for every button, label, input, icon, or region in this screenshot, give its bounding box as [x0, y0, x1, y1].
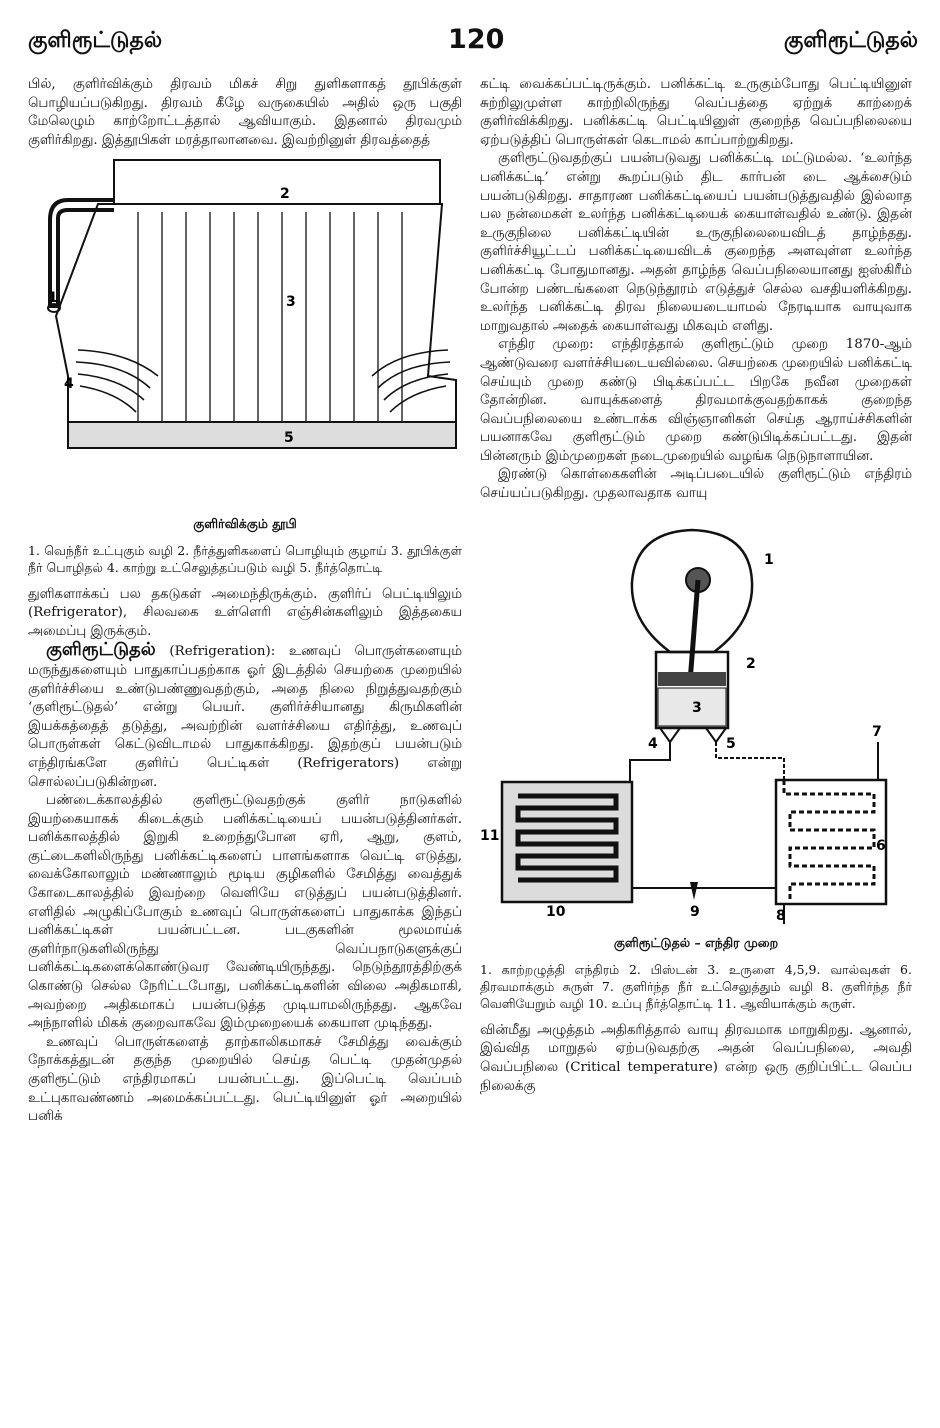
- section-paragraph-2: பண்டைக்காலத்தில் குளிரூட்டுவதற்குக் குளிர் நாடுகளில் இயற்கையாகக் கிடைக்கும் பனிக்கட்டியைப் பயன்படுத்தினர்கள். பனிக்காலத்தில் இறுகி உறைந்துபோன ஏரி, ஆறு, குளம், குட்டைகளிலிருந்து பனிக்கட்டிகளைப் பாளங்களாக வெட்டி எடுத்து, வைக்கோலாலும் மண்ணாலும் மூடிய குழிகளில் சேமித்து வைத்துக் கோடைகாலத்தில் இவற்றை வெளியே எடுத்துப் பயன்படுத்தினர். எளிதில் அழுகிப்போகும் உணவுப் பொருள்களைப் பாதுகாக்க இந்தப் பனிக்கட்டிகள் பயன்பட்டன. படகுகளின் மூலமாய்க் குளிர்நாடுகளிலிருந்து வெப்பநாடுகளுக்குப் பனிக்கட்டிகளைக்கொண்டுவர வேண்டியிருந்தது. நெடுந்தூரத்திற்குக் கொண்டு செல்ல நேரிட்டபோது, பனிக்கட்டிகளின் விலை அதிகமாகி, அவற்றை அதிகமாகப் பயன்படுத்த முடியாமலிருந்தது. ஆகவே அந்நாளில் மிகக் குறைவாகவே இம்முறையைக் கையாள முடிந்தது.: [28, 793, 462, 1032]
- valve-5: [706, 728, 726, 742]
- paragraph-after-figure1: துளிகளாக்கப் பல தகடுகள் அமைந்திருக்கும். குளிர்ப் பெட்டியிலும் (Refrigerator), சிலவகை உள்ளெரி எஞ்சின்களிலும் இத்தகைய அமைப்பு இருக்கும்.: [28, 586, 462, 639]
- section-paragraph-3: உணவுப் பொருள்களைத் தாற்காலிகமாகச் சேமித்து வைக்கும் நோக்கத்துடன் தகுந்த முறையில் செய்த பெட்டி முதன்முதல் குளிரூட்டும் எந்திரமாகப் பயன்பட்டது. இப்பெட்டி வெப்பம் உட்புகாவண்ணம் அமைக்கப்பட்டது. பெட்டியினுள் ஓர் அறையில் பனிக்: [28, 1034, 462, 1125]
- section-heading-paragraph: [28, 641, 462, 792]
- left-column: [28, 76, 462, 1127]
- right-paragraph-4: இரண்டு கொள்கைகளின் அடிப்படையில் குளிரூட்டும் எந்திரம் செய்யப்படுகிறது. முதலாவதாக வாயு: [480, 467, 912, 502]
- fig1-label-4: 4: [64, 376, 74, 393]
- fig2-label-10: 10: [546, 903, 566, 920]
- right-column: [480, 76, 912, 1096]
- fig2-label-4: 4: [648, 735, 658, 752]
- drip-plates: [138, 212, 402, 436]
- fig2-label-1: 1: [764, 551, 774, 568]
- valve-4: [660, 728, 680, 742]
- right-paragraph-1: கட்டி வைக்கப்பட்டிருக்கும். பனிக்கட்டி உருகும்போது பெட்டியினுள் சுற்றிலுமுள்ள காற்றிலிருந்து வெப்பத்தை ஏற்றுக் காற்றைக் குளிர்விக்கிறது. பனிக்கட்டி பெட்டியினுள் குறைந்த வெப்பநிலையை ஏற்படுத்திப் பொருள்கள் கெடாமல் காப்பாற்றுகிறது.: [480, 77, 912, 148]
- fig1-label-1: 1: [48, 290, 58, 307]
- page-number: 120: [448, 24, 505, 55]
- section-paragraph-1: உணவுப் பொருள்களையும் மருந்துகளையும் பாதுகாப்பதற்காக ஓர் இடத்தில் செயற்கை முறையில் குளிர்ச்சியை உண்டுபண்ணுவதற்கும், அதை நிலை நிறுத்துவதற்கும் ‘குளிரூட்டுதல்’ என்று பெயர். குளிர்ச்சியானது கிருமிகளின் இயக்கத்தைத் தடுத்து, அவற்றின் வளர்ச்சியை எதிர்த்து, உணவுப் பொருள்கள் கெட்டுவிடாமல் பாதுகாக்கிறது. இதற்குப் பயன்படும் எந்திரங்களே குளிர்ப் பெட்டிகள் (Refrigerators) என்று சொல்லப்படுகின்றன.: [28, 644, 462, 790]
- expansion-valve: [690, 882, 698, 900]
- cooling-tower-diagram: [28, 156, 462, 504]
- section-heading: குளிரூட்டுதல்: [46, 639, 156, 661]
- fig2-label-8: 8: [776, 907, 786, 924]
- fig1-label-5: 5: [284, 430, 294, 447]
- fig2-label-2: 2: [746, 655, 756, 672]
- water-tank: [68, 422, 456, 448]
- figure1-title: குளிர்விக்கும் தூபி: [193, 515, 297, 531]
- fig2-label-11: 11: [480, 827, 500, 844]
- tower-top-box: [114, 160, 440, 204]
- right-paragraph-3: எந்திர முறை: எந்திரத்தால் குளிரூட்டும் முறை 1870-ஆம் ஆண்டுவரை வளர்ச்சியடையவில்லை. செயற்கை முறையில் பனிக்கட்டி செய்யும் முறை கண்டு பிடிக்கப்பட்ட பிறகே நவீன முறைகள் தோன்றின. வாயுக்களைத் திரவமாக்குவதற்காகக் குறைந்த வெப்பநிலையை உண்டாக்க விஞ்ஞானிகள் செய்த ஆராய்ச்சிகளின் பயனாகவே குளிரூட்டும் முறை கண்டுபிடிக்கப்பட்டது. இதன் பின்னரும் இம்முறைகள் நடைமுறையில் வழங்க நெடுநாளாயின.: [480, 337, 912, 464]
- piston: [658, 672, 726, 686]
- refrigeration-machine-figure: [480, 512, 912, 1012]
- right-paragraph-2: குளிரூட்டுவதற்குப் பயன்படுவது பனிக்கட்டி மட்டுமல்ல. ‘உலர்ந்த பனிக்கட்டி’ என்று கூறப்படும் திட கார்பன் டை ஆக்சைடும் பயன்படுகிறது. சாதாரண பனிக்கட்டியைப் பயன்படுத்துவதில் இல்லாத பல நன்மைகள் உலர்ந்த பனிக்கட்டியைக் கையாள்வதில் உண்டு. இதன் உருகுநிலை பனிக்கட்டியின் உருகுநிலையைவிடத் தாழ்ந்தது. குளிர்ச்சியூட்டப் பனிக்கட்டியைவிடக் குறைந்த அளவுள்ள உலர்ந்த பனிக்கட்டி போதுமானது. அதன் தாழ்ந்த வெப்பநிலையானது ஐஸ்கிரீம் போன்ற பண்டங்களை நெடுந்தூரம் எடுத்துச் செல்ல வசதியளிக்கிறது. உலர்ந்த பனிக்கட்டி திரவ நிலையடையாமல் நேரடியாக வாயுவாக மாறுவதால் அதைக் கையாள்வது மிகவும் எளிது.: [480, 151, 912, 334]
- fig1-label-2: 2: [280, 186, 290, 203]
- air-inlet-arrows-right: [372, 350, 450, 412]
- inlet-pipe: [50, 200, 114, 306]
- refrigeration-machine-diagram: [480, 512, 912, 924]
- running-header-left: குளிரூட்டுதல்: [28, 28, 163, 53]
- fig1-label-3: 3: [286, 294, 296, 311]
- air-inlet-arrows-left: [76, 350, 158, 412]
- figure2-title: குளிரூட்டுதல் – எந்திர முறை: [613, 935, 779, 951]
- fig2-label-6: 6: [876, 837, 886, 854]
- condenser-coil: [784, 780, 874, 900]
- right-paragraph-5: வின்மீது அழுத்தம் அதிகரித்தால் வாயு திரவமாக மாறுகிறது. ஆனால், இவ்வித மாறுதல் ஏற்படுவதற்கு அதன் வெப்பநிலை, அவதி வெப்பநிலை (Critical temperature) என்ற ஒரு குறிப்பிட்ட வெப்ப நிலைக்கு: [480, 1022, 912, 1094]
- fig2-label-3: 3: [692, 699, 702, 716]
- fig2-label-7: 7: [872, 723, 882, 740]
- intro-paragraph: பில், குளிர்விக்கும் திரவம் மிகச் சிறு துளிகளாகத் தூபிக்குள் பொழியப்படுகிறது. திரவம் கீழே வருகையில் அதில் ஒரு பகுதி மேலெழும் காற்றோட்டத்தால் ஆவியாகும். இதனால் திரவமும் குளிர்கிறது. இத்தூபிகள் மரத்தாலானவை. இவற்றினுள் திரவத்தைத்: [28, 77, 462, 148]
- fig2-label-9: 9: [690, 903, 700, 920]
- connecting-rod: [690, 580, 698, 682]
- running-header-right: குளிரூட்டுதல்: [783, 28, 918, 53]
- fig2-label-5: 5: [726, 735, 736, 752]
- tower-body: [56, 204, 456, 448]
- figure2-caption: 1. காற்றழுத்தி எந்திரம் 2. பிஸ்டன் 3. உருளை 4,5,9. வால்வுகள் 6. திரவமாக்கும் சுருள் 7. குளிர்ந்த நீர் உட்செலுத்தும் வழி 8. குளிர்ந்த நீர் வெளியேறும் வழி 10. உப்பு நீர்த்தொட்டி 11. ஆவியாக்கும் சுருள்.: [480, 961, 912, 1011]
- cooling-tower-figure: [28, 156, 462, 575]
- figure1-caption: 1. வெந்நீர் உட்புகும் வழி 2. நீர்த்துளிகளைப் பொழியும் குழாய் 3. தூபிக்குள் நீர் பொழிதல் 4. காற்று உட்செலுத்தப்படும் வழி 5. நீர்த்தொட்டி: [28, 542, 462, 575]
- section-heading-english: (Refrigeration):: [169, 644, 276, 660]
